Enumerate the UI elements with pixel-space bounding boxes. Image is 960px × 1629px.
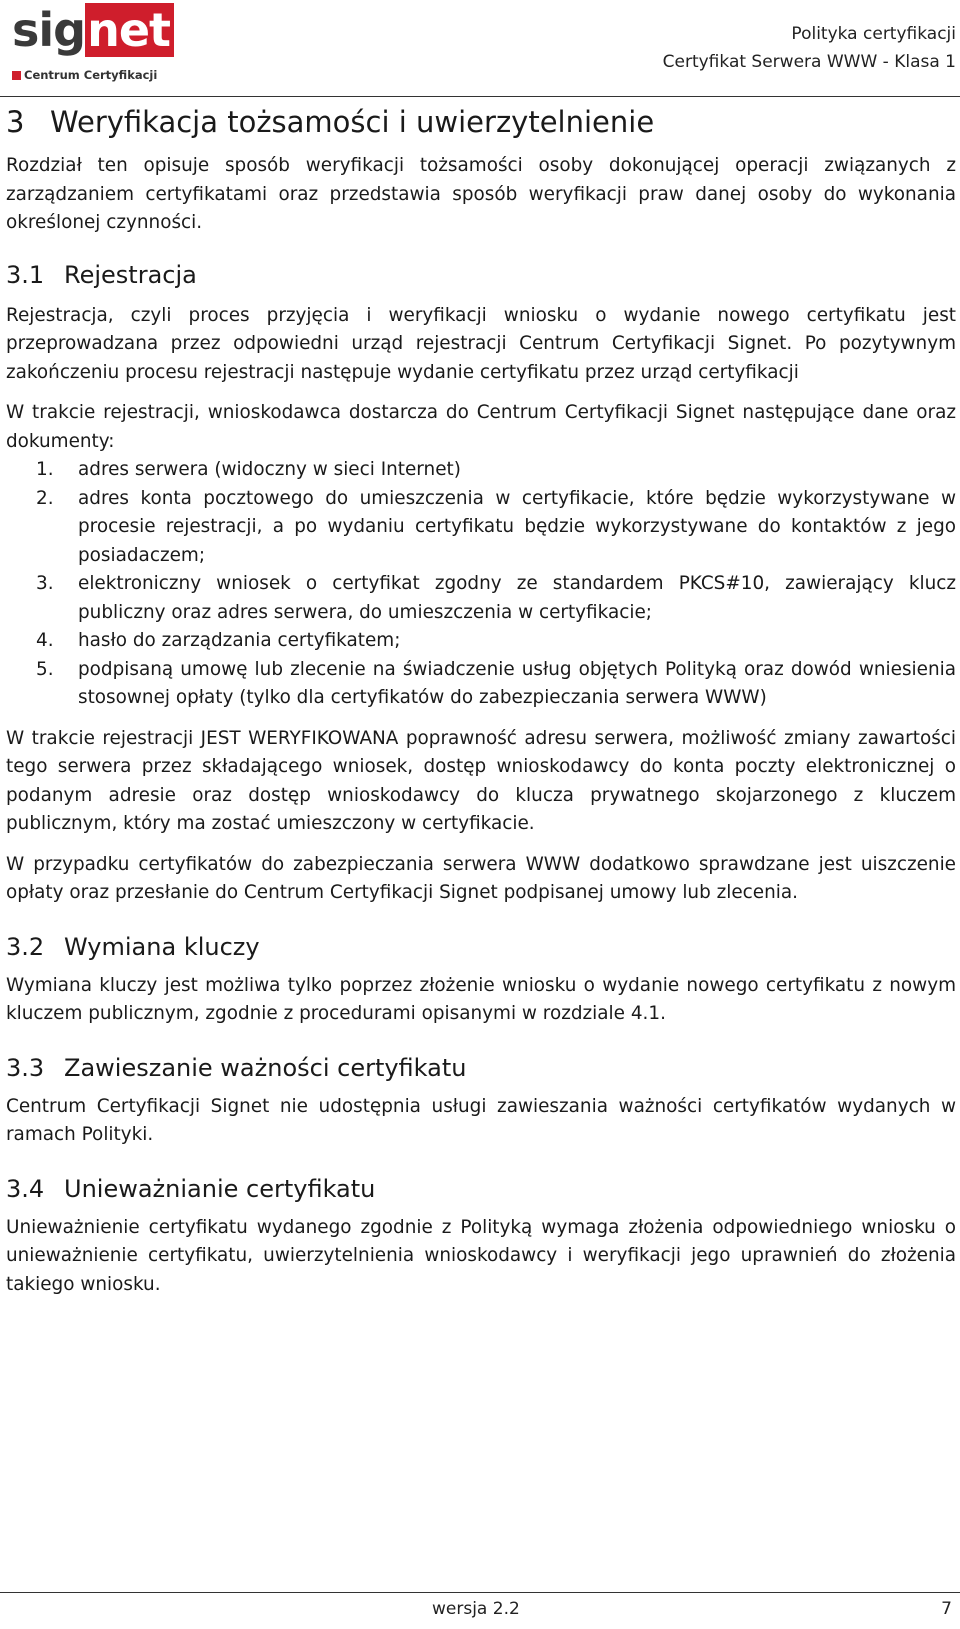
list-text: adres serwera (widoczny w sieci Internet): [78, 459, 461, 480]
paragraph: Unieważnienie certyfikatu wydanego zgodnie z Polityką wymaga złożenia odpowiedniego wniosku o unieważnienie certyfikatu, uwierzytelnienia wnioskodawcy i weryfikacji jego uprawnień do złożenia takiego wniosku.: [6, 1216, 956, 1295]
section-3-intro: Rozdział ten opisuje sposób weryfikacji tożsamości osoby dokonującej operacji związanych z zarządzaniem certyfikatami oraz przedstawia sposób weryfikacji praw danej osoby do wykonania określonej czynności.: [6, 155, 956, 233]
logo-text-gray: sig: [12, 3, 86, 57]
paragraph: Centrum Certyfikacji Signet nie udostępnia usługi zawieszania ważności certyfikatów wydanych w ramach Polityki.: [6, 1095, 956, 1145]
list-number: 1.: [36, 459, 54, 480]
list-item: [6, 485, 956, 571]
list-text: podpisaną umowę lub zlecenie na świadczenie usług objętych Polityką oraz dowód wniesienia stosownej opłaty (tylko dla certyfikatów do zabezpieczania serwera WWW): [78, 658, 956, 708]
section-3-3-heading: [6, 1051, 956, 1085]
section-3-heading: [6, 96, 956, 142]
list-item: [6, 456, 956, 485]
section-number: 3.4: [6, 1174, 45, 1203]
section-title: Unieważnianie certyfikatu: [64, 1174, 376, 1203]
logo-subtitle: [12, 68, 157, 82]
list-number: 3.: [36, 573, 54, 594]
logo-text-red: net: [85, 3, 174, 57]
paragraph: W trakcie rejestracji JEST WERYFIKOWANA poprawność adresu serwera, możliwość zmiany zawartości tego serwera przez składającego wniosek, dostęp wnioskodawcy do konta poczty elektronicznej o podanym adresie oraz dostęp wnioskodawcy do klucza prywatnego skojarzonego z kluczem publicznym, który ma zostać umieszczony w certyfikacie.: [6, 727, 956, 834]
list-item: [6, 656, 956, 713]
document-info: [663, 20, 956, 76]
list-text: adres konta pocztowego do umieszczenia w certyfikacie, które będzie wykorzystywane w procesie rejestracji, a po wydaniu certyfikatu będzie wykorzystywane do kontaktów z jego posiadaczem;: [78, 487, 956, 566]
page-header: [0, 0, 960, 98]
paragraph: W trakcie rejestracji, wnioskodawca dostarcza do Centrum Certyfikacji Signet następujące dane oraz dokumenty:: [6, 402, 956, 452]
list-number: 5.: [36, 658, 54, 680]
section-3-4-heading: [6, 1172, 956, 1206]
section-number: 3.2: [6, 932, 45, 961]
document-title: Polityka certyfikacji: [791, 24, 956, 44]
section-number: 3.1: [6, 260, 45, 289]
section-3-1-heading: [6, 258, 956, 292]
list-text: elektroniczny wniosek o certyfikat zgodny ze standardem PKCS#10, zawierający klucz publiczny oraz adres serwera, do umieszczenia w certyfikacie;: [78, 573, 956, 623]
section-title: Weryfikacja tożsamości i uwierzytelnienie: [50, 105, 655, 139]
signet-logo: [12, 0, 171, 86]
section-3-2-heading: [6, 930, 956, 964]
logo-subtitle-text: Centrum Certyfikacji: [24, 68, 158, 82]
footer-divider: [0, 1592, 960, 1593]
square-icon: [12, 71, 21, 80]
section-title: Zawieszanie ważności certyfikatu: [64, 1053, 467, 1082]
list-item: [6, 627, 956, 656]
paragraph: Rejestracja, czyli proces przyjęcia i weryfikacji wniosku o wydanie nowego certyfikatu jest przeprowadzana przez odpowiedni urząd rejestracji Centrum Certyfikacji Signet. Po pozytywnym zakończeniu procesu rejestracji następuje wydanie certyfikatu przez urząd certyfikacji: [6, 304, 956, 383]
list-number: 2.: [36, 487, 54, 509]
list-item: [6, 570, 956, 627]
paragraph: Wymiana kluczy jest możliwa tylko poprzez złożenie wniosku o wydanie nowego certyfikatu z nowym kluczem publicznym, zgodnie z procedurami opisanymi w rozdziale 4.1.: [6, 974, 956, 1024]
list-number: 4.: [36, 630, 54, 651]
section-title: Wymiana kluczy: [64, 932, 260, 961]
list-text: hasło do zarządzania certyfikatem;: [78, 630, 401, 651]
document-subtitle: Certyfikat Serwera WWW - Klasa 1: [662, 52, 956, 72]
section-title: Rejestracja: [64, 260, 197, 289]
paragraph: W przypadku certyfikatów do zabezpieczania serwera WWW dodatkowo sprawdzane jest uiszczenie opłaty oraz przesłanie do Centrum Certyfikacji Signet podpisanej umowy lub zlecenia.: [6, 853, 956, 903]
section-number: 3: [6, 105, 25, 139]
documents-list: [6, 456, 956, 713]
page-content: [6, 96, 956, 1299]
logo-wordmark: [12, 2, 174, 58]
section-number: 3.3: [6, 1053, 45, 1082]
footer-version: wersja 2.2: [432, 1599, 520, 1619]
page-number: 7: [941, 1599, 952, 1619]
